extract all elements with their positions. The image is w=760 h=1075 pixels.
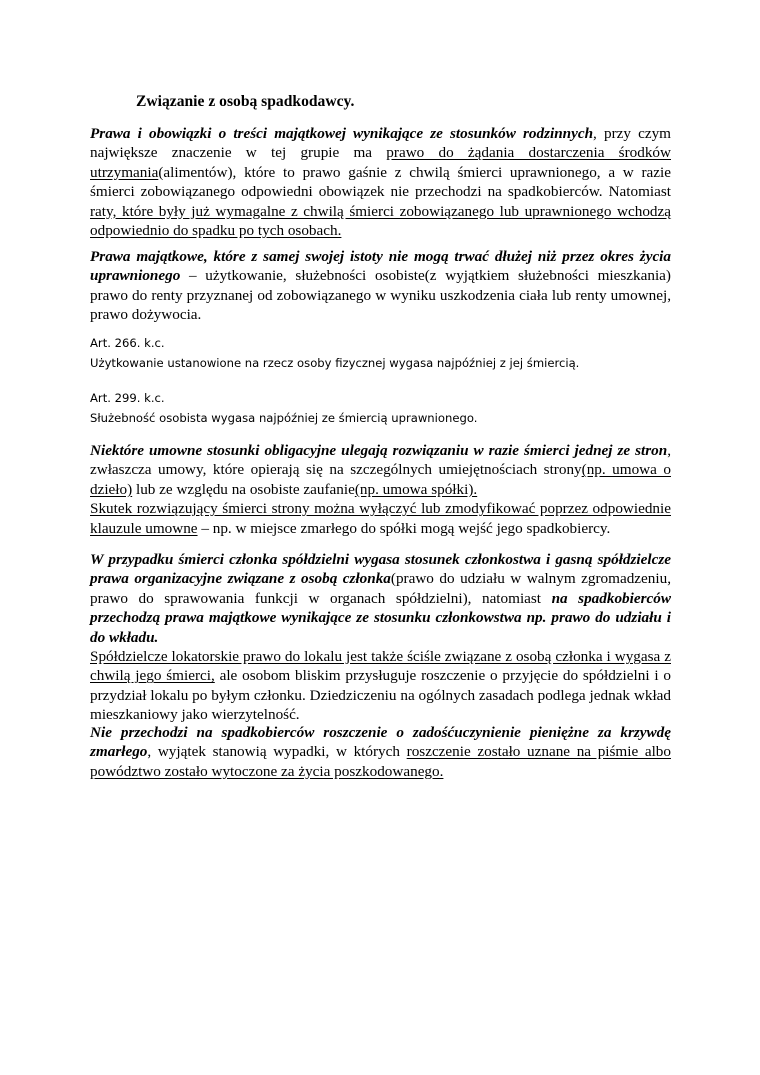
paragraph-compensation <box>90 723 671 781</box>
article-266 <box>90 334 690 373</box>
underlined-text: (np. umowa spółki). <box>354 480 478 498</box>
underlined-text: raty, które były już wymagalne z chwilą śmierci zobowiązanego lub uprawnionego wchodzą odpowiednio do spadku po tych osobach. <box>90 202 671 240</box>
article-heading: Art. 266. k.c. <box>90 336 165 350</box>
paragraph-text: , zwłaszcza umowy, które opierają się na szczególnych umiejętnościach strony <box>90 442 671 479</box>
underlined-text: Skutek rozwiązujący śmierci strony można wyłączyć lub zmodyfikować poprzez odpowiednie klauzule umowne <box>90 500 671 537</box>
paragraph-lead: Prawa majątkowe, które z samej swojej istoty nie mogą trwać dłużej niż przez okres życia uprawnionego <box>90 248 671 285</box>
paragraph-bold: na spadkobierców przechodzą prawa majątkowe wynikające ze stosunku członkowstwa np. prawo do udziału i do wkładu. <box>90 589 671 646</box>
article-text: Użytkowanie ustanowione na rzecz osoby fizycznej wygasa najpóźniej z jej śmiercią. <box>90 355 580 370</box>
underlined-text: prawo do żądania dostarczenia środków utrzymania <box>90 144 671 181</box>
paragraph-cooperative <box>90 550 671 725</box>
paragraph-contracts <box>90 441 671 538</box>
paragraph-text: ale osobom bliskim przysługuje roszczenie o przyjęcie do spółdzielni i o przydział lokalu po byłym członku. Dziedziczeniu na ogólnych zasadach podlega jednak wkład mieszkaniowy jako wierzytelność. <box>90 667 671 724</box>
paragraph-family-rights <box>90 124 671 240</box>
paragraph-text: – np. w miejsce zmarłego do spółki mogą wejść jego spadkobiercy. <box>197 519 611 537</box>
article-299 <box>90 389 690 428</box>
paragraph-text: – użytkowanie, służebności osobiste(z wyjątkiem służebności mieszkania) prawo do renty przyznanej od zobowiązanego w wyniku uszkodzenia ciała lub renty umownej, prawo dożywocia. <box>90 267 671 324</box>
paragraph-text: , przy czym największe znaczenie w tej grupie ma <box>90 125 671 162</box>
paragraph-text: (prawo do udziału w walnym zgromadzeniu, prawo do sprawowania funkcji w organach spółdzielni), natomiast <box>90 570 671 607</box>
document-title: Związanie z osobą spadkodawcy. <box>136 93 355 110</box>
paragraph-lead: W przypadku śmierci członka spółdzielni wygasa stosunek członkostwa i gasną spółdzielcze prawa organizacyjne związane z osobą członka <box>90 551 671 588</box>
article-text: Służebność osobista wygasa najpóźniej ze śmiercią uprawnionego. <box>90 410 478 425</box>
paragraph-lead: Prawa i obowiązki o treści majątkowej wynikające ze stosunków rodzinnych <box>90 125 594 142</box>
paragraph-lead: Nie przechodzi na spadkobierców roszczenie o zadośćuczynienie pieniężne za krzywdę zmarłego <box>90 724 671 761</box>
article-heading: Art. 299. k.c. <box>90 391 165 405</box>
paragraph-lead: Niektóre umowne stosunki obligacyjne ulegają rozwiązaniu w razie śmierci jednej ze stron <box>90 442 668 459</box>
underlined-text: (np. umowa o dzieło) <box>90 461 671 498</box>
underlined-text: Spółdzielcze lokatorskie prawo do lokalu jest także ściśle związane z osobą członka i wygasa z chwilą jego śmierci, <box>90 648 671 685</box>
underlined-text: roszczenie zostało uznane na piśmie albo powództwo zostało wytoczone za życia poszkodowanego. <box>90 743 671 780</box>
paragraph-life-rights <box>90 247 671 325</box>
paragraph-text: (alimentów), które to prawo gaśnie z chwilą śmierci uprawnionego, a w razie śmierci zobowiązanego odpowiedni obowiązek nie przechodzi na spadkobierców. Natomiast <box>90 163 671 201</box>
paragraph-text: , wyjątek stanowią wypadki, w których <box>147 743 407 761</box>
paragraph-text: lub ze względu na osobiste zaufanie <box>132 480 355 498</box>
